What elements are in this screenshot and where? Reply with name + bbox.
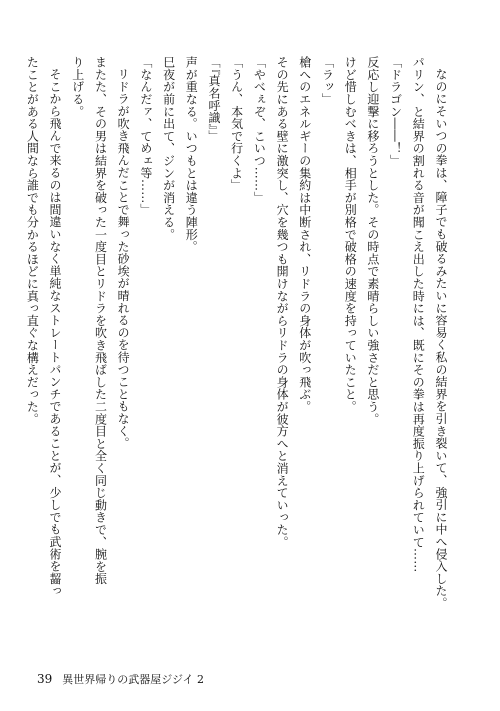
- text-line: 「『真名呼識』」: [206, 56, 221, 143]
- text-line: その先にある壁に激突し、穴を幾つも開けながらリドラの身体が彼方へと消えていった。: [275, 56, 290, 548]
- text-line: 巳夜が前に出て、ジンが消える。: [161, 56, 176, 241]
- text-line: り上げる。: [70, 56, 85, 118]
- page-number: 39: [37, 672, 53, 686]
- text-line: 「うん、本気で行くよ」: [229, 56, 244, 192]
- text-line: 「なんだァ、てめェ等……」: [138, 56, 153, 216]
- text-line: 「やべぇぞ、こいつ……」: [252, 56, 267, 204]
- text-line: なのにそいつの拳は、障子でも破るみたいに容易く私の結界を引き裂いて、強引に中へ侵入した。: [434, 68, 448, 610]
- text-line: 声が重なる。いつもとは違う陣形。: [184, 56, 199, 253]
- text-line: 「ドラゴン――！」: [388, 56, 403, 167]
- text-line: そこから飛んで来るのは間違いなく単純なストレートパンチであることが、少しでも武術を齧っ: [48, 68, 63, 597]
- text-line: 槍へのエネルギーの集約は中断され、リドラの身体が吹っ飛ぶ。: [297, 56, 312, 413]
- text-line: パリン、と結界の割れる音が聞こえ出した時には、既にその拳は再度振り上げられていて……: [411, 56, 426, 573]
- text-line: たことがある人間なら誰でも分かるほどに真っ直ぐな構えだった。: [25, 56, 40, 425]
- text-line: 反応し迎撃に移ろうとした。その時点で素晴らしい強さだと思う。: [365, 56, 380, 425]
- page-footer: [37, 671, 204, 687]
- text-line: けど惜しむべきは、相手が別格で破格の速度を持っていたこと。: [343, 56, 358, 413]
- book-title: 異世界帰りの武器屋ジジイ 2: [62, 673, 204, 686]
- vertical-text-block: [21, 56, 452, 646]
- text-line: 「ラッ」: [320, 56, 335, 106]
- text-line: またた、その男は結界を破った一度目とリドラを吹き飛ばした二度目と全く同じ動きで、腕を振: [93, 56, 108, 585]
- text-line: リドラが吹き飛んだことで舞った砂埃が晴れるのを待つこともなく。: [116, 68, 131, 450]
